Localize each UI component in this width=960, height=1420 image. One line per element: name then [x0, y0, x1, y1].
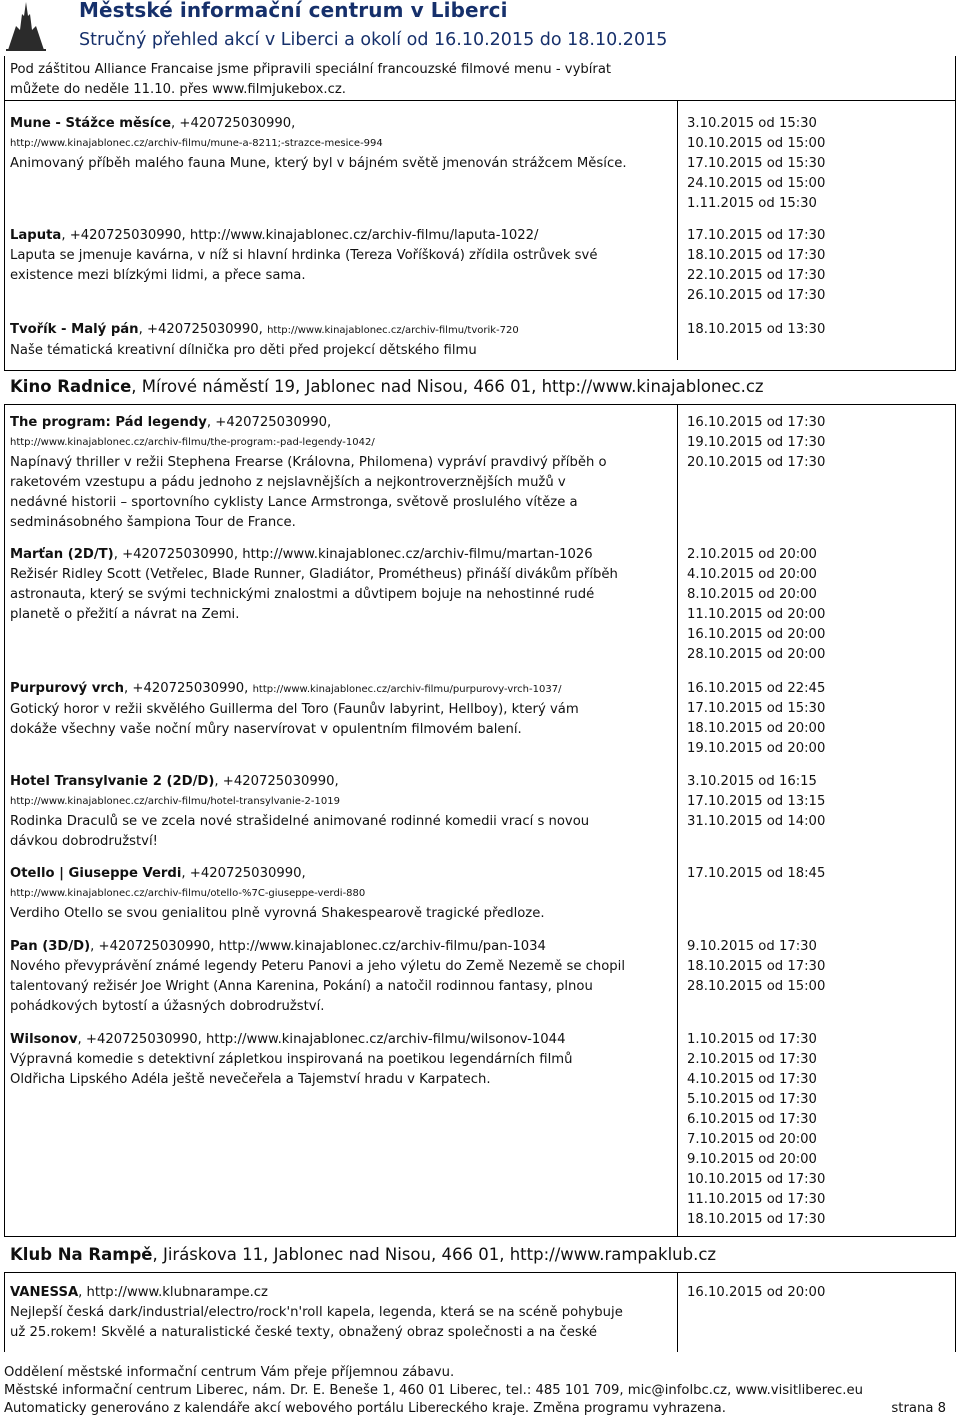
event-title: Marťan (2D/T)	[10, 547, 114, 562]
event-dates: 1.10.2015 od 17:30 2.10.2015 od 17:30 4.10.2015 od 17:30 5.10.2015 od 17:30 6.10.2015 od 17:30 7.10.2015 od 20:00 9.10.2015 od 20:00 10.10.2015 od 17:30 11.10.2015 od 17:30 18.10.2015 od 17:30	[687, 1032, 826, 1227]
footer-contact: Městské informační centrum Liberec, nám. Dr. E. Beneše 1, 460 01 Liberec, tel.: 485 101 709, mic@infolbc.cz, www.visitliberec.eu	[4, 1383, 863, 1398]
event-the-program: The program: Pád legendy, +420725030990, http://www.kinajablonec.cz/archiv-filmu/the-program:-pad-legendy-1042/ Napínavý thriller v režii Stephena Frearse (Královna, Philomena) vypráví pravdivý příběh o raketovém vzestupu a pádu jednoho z nejslavnějších a nejkontroverznějších mužů v nedávné historii – sportovního cyklisty Lance Armstronga, světově proslulého vítěze a sedminásobného šampiona Tour de France.	[10, 413, 672, 533]
event-title: Wilsonov	[10, 1032, 78, 1047]
event-dates: 16.10.2015 od 20:00	[687, 1285, 826, 1300]
column-divider	[677, 1272, 678, 1352]
event-tvorik: Tvořík - Malý pán, +420725030990, http://www.kinajablonec.cz/archiv-filmu/tvorik-720 Naše tématická kreativní dílnička pro děti před projekcí dětského filmu	[10, 322, 519, 358]
event-laputa: Laputa, +420725030990, http://www.kinajablonec.cz/archiv-filmu/laputa-1022/ Laputa se jmenuje kavárna, v níž si hlavní hrdinka (Tereza Voříšková) zřídila ostrůvek své existence mezi blízkými lidmi, a přece sama.	[10, 228, 598, 283]
event-hotel-transylvanie: Hotel Transylvanie 2 (2D/D), +420725030990, http://www.kinajablonec.cz/archiv-filmu/hotel-transylvanie-2-1019 Rodinka Draculů se ve zcela nové strašidelné animované rodinné komedii vrací s novou dávkou dobrodružství!	[10, 772, 672, 852]
page-footer	[4, 1364, 956, 1418]
frame-border	[4, 404, 5, 1236]
divider	[4, 404, 956, 405]
event-title: The program: Pád legendy	[10, 415, 207, 430]
event-title: Pan (3D/D)	[10, 939, 91, 954]
event-dates: 17.10.2015 od 18:45	[687, 866, 826, 881]
event-martan: Marťan (2D/T), +420725030990, http://www.kinajablonec.cz/archiv-filmu/martan-1026 Režisér Ridley Scott (Vetřelec, Blade Runner, Gladiátor, Prométheus) přináší divákům příběh astronauta, který se svými technickými znalostmi a důvtipem bojuje na nehostinné rudé planetě o přežití a návrat na Zemi.	[10, 547, 618, 622]
event-dates: 17.10.2015 od 17:30 18.10.2015 od 17:30 22.10.2015 od 17:30 26.10.2015 od 17:30	[687, 228, 826, 303]
event-dates: 3.10.2015 od 16:15 17.10.2015 od 13:15 31.10.2015 od 14:00	[687, 774, 826, 829]
event-title: Purpurový vrch	[10, 681, 125, 696]
liberec-city-logo-icon	[4, 0, 48, 52]
divider	[4, 370, 956, 371]
event-dates: 16.10.2015 od 17:30 19.10.2015 od 17:30 20.10.2015 od 17:30	[687, 415, 826, 470]
event-url[interactable]: http://www.kinajablonec.cz/archiv-filmu/otello-%7C-giuseppe-verdi-880	[10, 888, 366, 899]
event-dates: 9.10.2015 od 17:30 18.10.2015 od 17:30 28.10.2015 od 15:00	[687, 939, 826, 994]
frame-border	[955, 1272, 956, 1352]
intro-text: Pod záštitou Alliance Francaise jsme připravili speciální francouzské filmové menu - vybírat můžete do neděle 11.10. přes www.filmjukebox.cz.	[10, 62, 612, 97]
divider	[4, 1272, 956, 1273]
event-url[interactable]: http://www.kinajablonec.cz/archiv-filmu/the-program:-pad-legendy-1042/	[10, 437, 375, 448]
frame-border	[955, 404, 956, 1236]
divider	[4, 1236, 956, 1237]
frame-border	[955, 100, 956, 370]
column-divider	[677, 100, 678, 360]
event-title: VANESSA	[10, 1285, 79, 1300]
column-divider	[677, 404, 678, 1236]
footer-greeting: Oddělení městské informační centrum Vám přeje příjemnou zábavu.	[4, 1365, 455, 1380]
event-url[interactable]: http://www.kinajablonec.cz/archiv-filmu/mune-a-8211;-strazce-mesice-994	[10, 138, 383, 149]
event-title: Laputa	[10, 228, 62, 243]
event-url[interactable]: http://www.kinajablonec.cz/archiv-filmu/purpurovy-vrch-1037/	[252, 684, 562, 695]
page-subtitle: Stručný přehled akcí v Liberci a okolí od 16.10.2015 do 18.10.2015	[79, 30, 668, 50]
event-purpurovy-vrch: Purpurový vrch, +420725030990, http://www.kinajablonec.cz/archiv-filmu/purpurovy-vrch-1037/ Gotický horor v režii skvělého Guillerma del Toro (Faunův labyrint, Hellboy), který vám dokáže všechny vaše noční můry naservírovat v opulentním filmovém balení.	[10, 681, 579, 737]
event-url[interactable]: http://www.kinajablonec.cz/archiv-filmu/hotel-transylvanie-2-1019	[10, 796, 340, 807]
event-otello: Otello | Giuseppe Verdi, +420725030990, http://www.kinajablonec.cz/archiv-filmu/otello-%7C-giuseppe-verdi-880 Verdiho Otello se svou genialitou plně vyrovná Shakespearově tragické předloze.	[10, 864, 672, 924]
venue-heading: Kino Radnice, Mírové náměstí 19, Jablonec nad Nisou, 466 01, http://www.kinajablonec.cz	[10, 377, 764, 396]
event-mune: Mune - Stážce měsíce, +420725030990, http://www.kinajablonec.cz/archiv-filmu/mune-a-8211;-strazce-mesice-994 Animovaný příběh malého fauna Mune, který byl v bájném světě jmenován strážcem Měsíce.	[10, 114, 672, 174]
venue-heading: Klub Na Rampě, Jiráskova 11, Jablonec nad Nisou, 466 01, http://www.rampaklub.cz	[10, 1245, 717, 1264]
page-number: strana 8	[891, 1401, 946, 1416]
event-wilsonov: Wilsonov, +420725030990, http://www.kinajablonec.cz/archiv-filmu/wilsonov-1044 Výpravná komedie s detektivní zápletkou inspirovaná na poetikou legendárních filmů Oldřicha Lipského Adéla ještě nevečeřela a Tajemství hradu v Karpatech.	[10, 1032, 573, 1087]
event-dates: 16.10.2015 od 22:45 17.10.2015 od 15:30 18.10.2015 od 20:00 19.10.2015 od 20:00	[687, 681, 826, 756]
divider	[4, 100, 956, 101]
event-vanessa: VANESSA, http://www.klubnarampe.cz Nejlepší česká dark/industrial/electro/rock'n'roll kapela, legenda, která se na scéně pohybuje už 25.rokem! Skvělé a naturalistické české texty, obnažený obraz společnosti a na české	[10, 1285, 623, 1340]
event-pan: Pan (3D/D), +420725030990, http://www.kinajablonec.cz/archiv-filmu/pan-1034 Nového převyprávění známé legendy Peteru Panovi a jeho výletu do Země Nezemě se chopil talentovaný režisér Joe Wright (Anna Karenina, Pokání) a natočil rodinnou fantasy, plnou pohádkových bytostí a úžasných dobrodružství.	[10, 939, 626, 1014]
event-dates: 3.10.2015 od 15:30 10.10.2015 od 15:00 17.10.2015 od 15:30 24.10.2015 od 15:00 1.11.2015 od 15:30	[687, 116, 826, 211]
event-url[interactable]: http://www.kinajablonec.cz/archiv-filmu/tvorik-720	[267, 325, 519, 336]
event-dates: 18.10.2015 od 13:30	[687, 322, 826, 337]
event-title: Hotel Transylvanie 2 (2D/D)	[10, 774, 215, 789]
page-header	[0, 0, 960, 56]
frame-border	[4, 100, 5, 370]
event-title: Tvořík - Malý pán	[10, 322, 139, 337]
event-title: Otello | Giuseppe Verdi	[10, 866, 182, 881]
event-dates: 2.10.2015 od 20:00 4.10.2015 od 20:00 8.10.2015 od 20:00 11.10.2015 od 20:00 16.10.2015 od 20:00 28.10.2015 od 20:00	[687, 547, 826, 662]
page-title: Městské informační centrum v Liberci	[79, 0, 508, 22]
footer-disclaimer: Automaticky generováno z kalendáře akcí webového portálu Libereckého kraje. Změna programu vyhrazena.	[4, 1401, 726, 1416]
frame-border	[4, 1272, 5, 1352]
event-title: Mune - Stážce měsíce	[10, 116, 172, 131]
